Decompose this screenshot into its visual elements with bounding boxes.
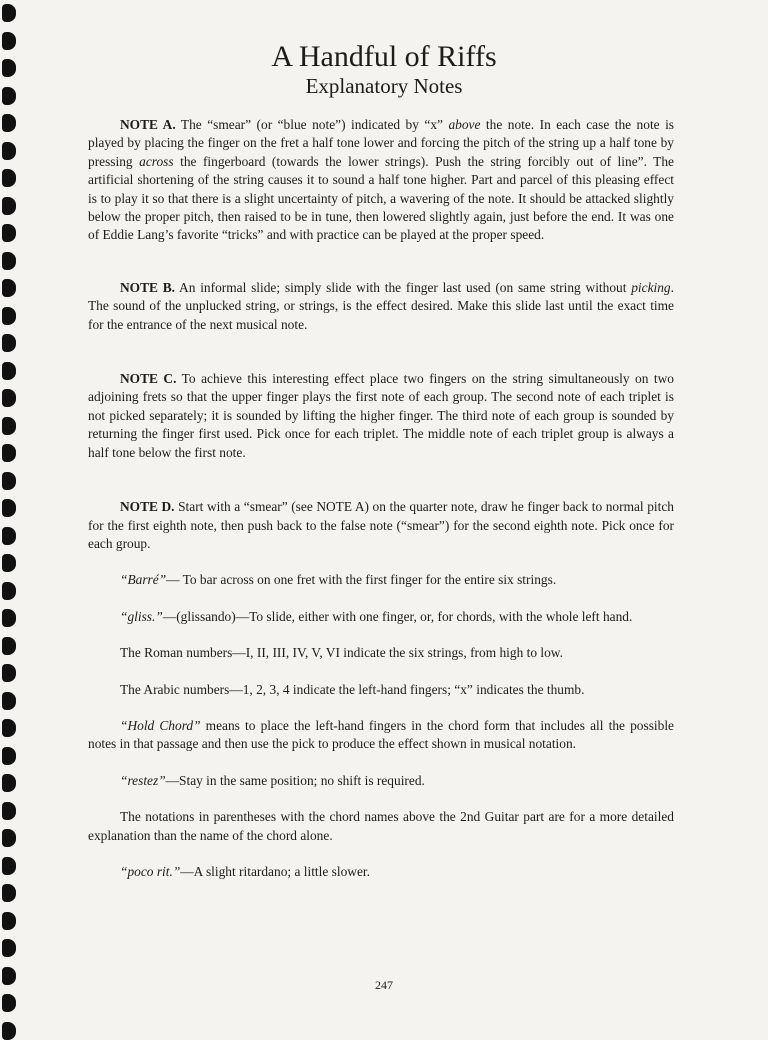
binding-hole [2, 554, 16, 572]
binding-hole [2, 692, 16, 710]
binding-hole [2, 197, 16, 215]
definition-parentheses: The notations in parentheses with the chord names above the 2nd Guitar part are for a more detailed explanation than the name of the chord alone. [88, 809, 674, 843]
binding-hole [2, 307, 16, 325]
notes-body [88, 116, 674, 881]
spiral-binding [0, 0, 22, 1024]
binding-hole [2, 114, 16, 132]
binding-hole [2, 169, 16, 187]
page-subtitle: Explanatory Notes [305, 74, 463, 98]
binding-hole [2, 774, 16, 792]
definition-poco-rit: “poco rit.”—A slight ritardano; a little slower. [120, 863, 370, 879]
binding-hole [2, 912, 16, 930]
binding-hole [2, 829, 16, 847]
binding-hole [2, 389, 16, 407]
note-c: NOTE C. To achieve this interesting effect place two fingers on the string simultaneously on two adjoining frets so that the upper finger plays the first note of each group. The second note of each triplet is not picked separately; it is sounded by lifting the higher finger. The third note of each group is sounded by returning the finger first used. Pick once for each triplet. The middle note of each triplet group is always a half tone below the first note. [88, 371, 674, 460]
binding-hole [2, 252, 16, 270]
binding-hole [2, 417, 16, 435]
binding-hole [2, 719, 16, 737]
binding-hole [2, 499, 16, 517]
note-d: NOTE D. Start with a “smear” (see NOTE A) on the quarter note, draw he finger back to normal pitch for the first eighth note, then push back to the false note (“smear”) for the second eighth note. Pick once for each group. [88, 499, 674, 551]
binding-hole [2, 472, 16, 490]
binding-hole [2, 4, 16, 22]
binding-hole [2, 939, 16, 957]
definition-arabic-numbers: The Arabic numbers—1, 2, 3, 4 indicate the left-hand fingers; “x” indicates the thumb. [120, 681, 585, 697]
binding-hole [2, 747, 16, 765]
binding-hole [2, 279, 16, 297]
binding-hole [2, 994, 16, 1012]
definition-gliss: “gliss.”—(glissando)—To slide, either with one finger, or, for chords, with the whole left hand. [120, 608, 633, 624]
binding-hole [2, 1022, 16, 1040]
page-number: 247 [375, 978, 393, 992]
binding-hole [2, 362, 16, 380]
definition-hold-chord: “Hold Chord” means to place the left-hand fingers in the chord form that includes all the possible notes in that passage and then use the pick to produce the effect shown in musical notation. [88, 717, 674, 752]
binding-hole [2, 664, 16, 682]
definition-roman-numbers: The Roman numbers—I, II, III, IV, V, VI indicate the six strings, from high to low. [120, 645, 563, 661]
binding-hole [2, 884, 16, 902]
binding-hole [2, 582, 16, 600]
definition-barre: “Barré”— To bar across on one fret with the first finger for the entire six strings. [120, 572, 557, 588]
note-a: NOTE A. The “smear” (or “blue note”) indicated by “x” above the note. In each case the note is played by placing the finger on the fret a half tone lower and forcing the pitch of the string up a half tone by pressing across the fingerboard (towards the lower strings). Push the string forcibly out of line”. The artificial shortening of the string causes it to sound a half tone higher. Part and parcel of this pleasing effect is to play it so that there is a slight uncertainty of pitch, a wavering of the note. It should be attacked slightly below the proper pitch, then raised to be in tune, then lowered slightly again, just before the end. It was one of Eddie Lang’s favorite “tricks” and with practice can be played at the proper speed. [88, 117, 675, 243]
binding-hole [2, 802, 16, 820]
binding-hole [2, 609, 16, 627]
note-b: NOTE B. An informal slide; simply slide with the finger last used (on same string without picking. The sound of the unplucked string, or strings, is the effect desired. Make this slide last until the exact time for the entrance of the next musical note. [88, 279, 674, 332]
binding-hole [2, 142, 16, 160]
binding-hole [2, 857, 16, 875]
binding-hole [2, 637, 16, 655]
page-title: A Handful of Riffs [271, 40, 497, 73]
definition-restez: “restez”—Stay in the same position; no shift is required. [120, 772, 425, 788]
binding-hole [2, 334, 16, 352]
binding-hole [2, 224, 16, 242]
binding-hole [2, 527, 16, 545]
binding-hole [2, 444, 16, 462]
